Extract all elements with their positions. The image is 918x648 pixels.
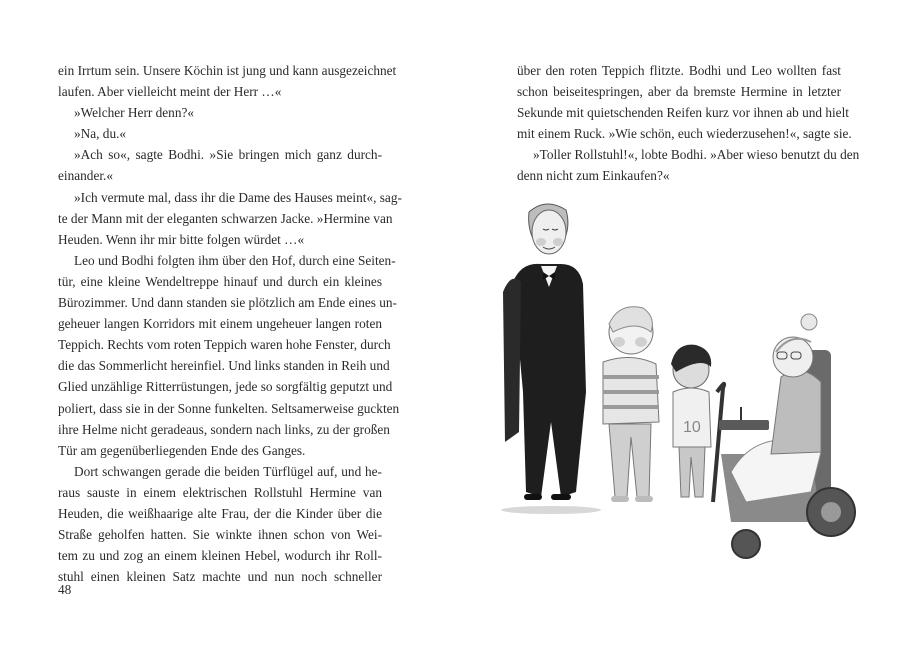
text-line: te der Mann mit der eleganten schwarzen Jacke. »Hermine van [58, 210, 393, 226]
text-line: schon beiseitespringen, aber da bremste Hermine in letzter [517, 84, 841, 100]
page-number: 48 [58, 582, 72, 597]
butler-figure [503, 204, 586, 500]
text-line: Glied unzählige Ritterrüstungen, jede so sorgfältig geputzt und [58, 379, 393, 395]
text-line: Sekunde mit quietschenden Reifen kurz vor ihnen ab und hielt [517, 105, 849, 121]
illustration [491, 192, 861, 572]
text-line: »Welcher Herr denn?« [74, 105, 195, 121]
text-line: Teppich. Rechts vom roten Teppich waren hohe Fenster, durch [58, 337, 391, 353]
right-page [459, 0, 918, 648]
blond-boy-figure [603, 307, 659, 502]
woman-in-wheelchair-figure [719, 314, 855, 558]
text-line: »Toller Rollstuhl!«, lobte Bodhi. »Aber wieso benutzt du den [533, 147, 860, 163]
text-line: stuhl einen kleinen Satz machte und nun noch schneller [58, 569, 382, 585]
text-line: über den roten Teppich flitzte. Bodhi und Leo wollten fast [517, 63, 841, 78]
text-line: ihre Helme nicht geradeaus, sondern nach links, zu der großen [58, 421, 390, 437]
text-line: geheuer langen Korridors mit einem ungeheuer langen roten [58, 316, 382, 332]
text-line: laufen. Aber vielleicht meint der Herr …« [58, 84, 282, 100]
text-line: die das Sommerlicht hereinfiel. Und links standen in Reih und [58, 358, 390, 374]
text-line: denn nicht zum Einkaufen?« [517, 168, 670, 184]
svg-text:10: 10 [683, 419, 701, 436]
dark-haired-boy-figure [671, 345, 724, 502]
text-line: tür, eine kleine Wendeltreppe hinauf und durch ein kleines [58, 273, 382, 289]
text-line: Tür am gegenüberliegenden Ende des Ganges. [58, 442, 306, 458]
text-line: Bürozimmer. Und dann standen sie plötzlich am Ende eines un- [58, 295, 397, 311]
text-line: poliert, dass sie in der Sonne funkelten. Seltsamerweise guckten [58, 400, 400, 416]
text-line: Straße geholfen hatten. Sie winkte ihnen schon von Wei- [58, 527, 382, 543]
text-line: tem zu und zog an einem kleinen Hebel, wodurch ihr Roll- [58, 548, 382, 564]
text-line: Dort schwangen gerade die beiden Türflügel auf, und he- [74, 463, 382, 479]
text-line: Leo und Bodhi folgten ihm über den Hof, durch eine Seiten- [74, 252, 396, 268]
text-line: ein Irrtum sein. Unsere Köchin ist jung und kann ausgezeichnet [58, 63, 397, 78]
text-line: »Ich vermute mal, dass ihr die Dame des Hauses meint«, sag- [74, 189, 402, 205]
text-line: Heuden, die weißhaarige alte Frau, der die Kinder über die [58, 505, 382, 521]
text-line: »Na, du.« [74, 126, 127, 142]
text-line: raus sauste in einem elektrischen Rollstuhl Hermine van [58, 484, 382, 500]
text-line: »Ach so«, sagte Bodhi. »Sie bringen mich ganz durch- [74, 147, 382, 163]
text-line: einander.« [58, 168, 114, 184]
right-page-text [517, 60, 860, 187]
text-line: mit einem Ruck. »Wie schön, euch wiederzusehen!«, sagte sie. [517, 126, 852, 142]
left-page-text [58, 60, 402, 587]
text-line: Heuden. Wenn ihr mir bitte folgen würdet …« [58, 231, 305, 247]
